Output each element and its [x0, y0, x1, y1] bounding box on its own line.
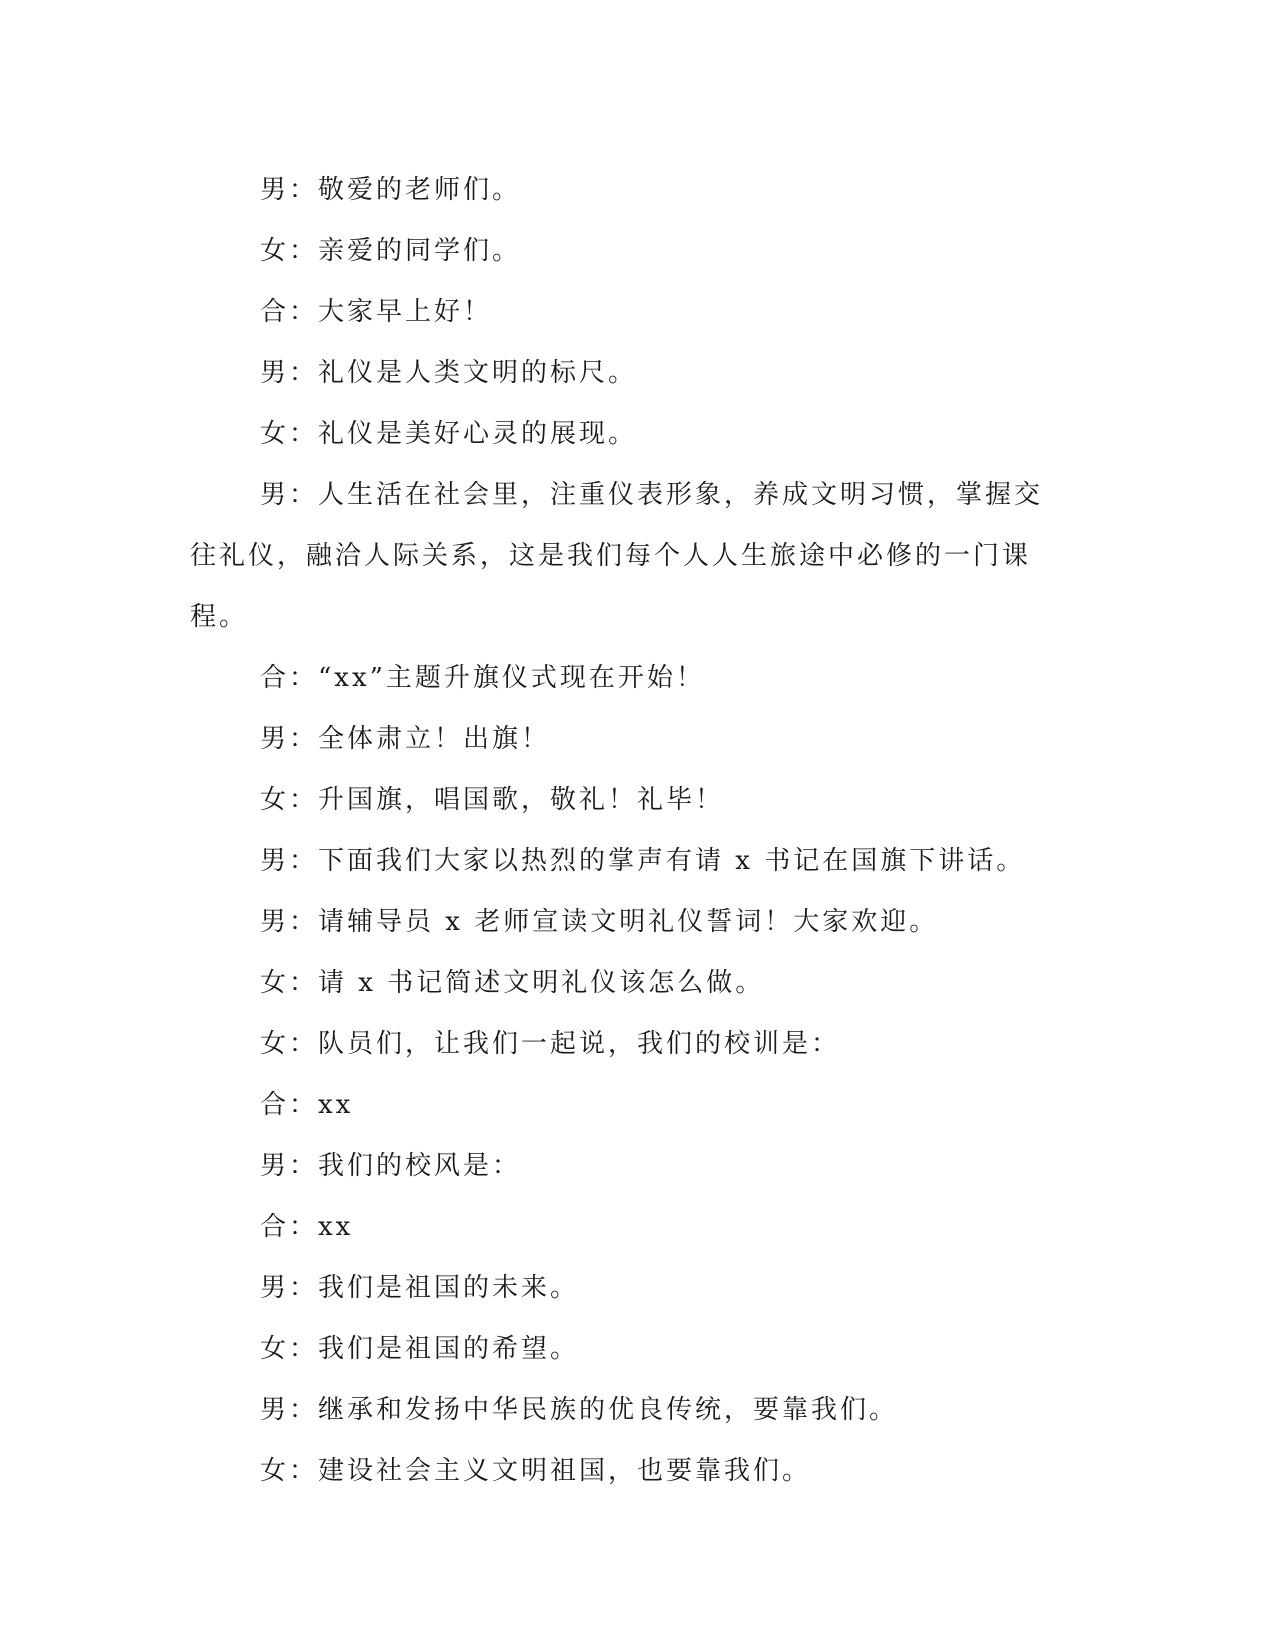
paragraph: 男：敬爱的老师们。 [260, 175, 522, 205]
paragraph: 男：我们的校风是： [260, 1151, 522, 1181]
paragraph: 女：升国旗，唱国歌，敬礼！礼毕！ [260, 785, 725, 815]
paragraph: 男：请辅导员 x 老师宣读文明礼仪誓词！大家欢迎。 [260, 907, 939, 937]
paragraph: 女：队员们，让我们一起说，我们的校训是： [260, 1029, 841, 1059]
paragraph: 合：“xx”主题升旗仪式现在开始！ [260, 663, 705, 693]
paragraph: 女：礼仪是美好心灵的展现。 [260, 419, 638, 449]
paragraph: 男：继承和发扬中华民族的优良传统，要靠我们。 [260, 1395, 899, 1425]
paragraph: 男：我们是祖国的未来。 [260, 1273, 580, 1303]
paragraph: 男：下面我们大家以热烈的掌声有请 x 书记在国旗下讲话。 [260, 846, 1026, 876]
paragraph: 女：我们是祖国的希望。 [260, 1334, 580, 1364]
document-body [190, 160, 1070, 1502]
paragraph: 男：人生活在社会里，注重仪表形象，养成文明习惯，掌握交往礼仪，融洽人际关系，这是我们每个人人生旅途中必修的一门课程。 [190, 480, 1044, 632]
paragraph: 女：亲爱的同学们。 [260, 236, 522, 266]
paragraph: 合：xx [260, 1212, 354, 1242]
paragraph: 男：礼仪是人类文明的标尺。 [260, 358, 638, 388]
paragraph: 女：请 x 书记简述文明礼仪该怎么做。 [260, 968, 765, 998]
paragraph: 合：xx [260, 1090, 354, 1120]
paragraph: 女：建设社会主义文明祖国，也要靠我们。 [260, 1456, 812, 1486]
paragraph: 男：全体肃立！出旗！ [260, 724, 551, 754]
paragraph: 合：大家早上好！ [260, 297, 493, 327]
